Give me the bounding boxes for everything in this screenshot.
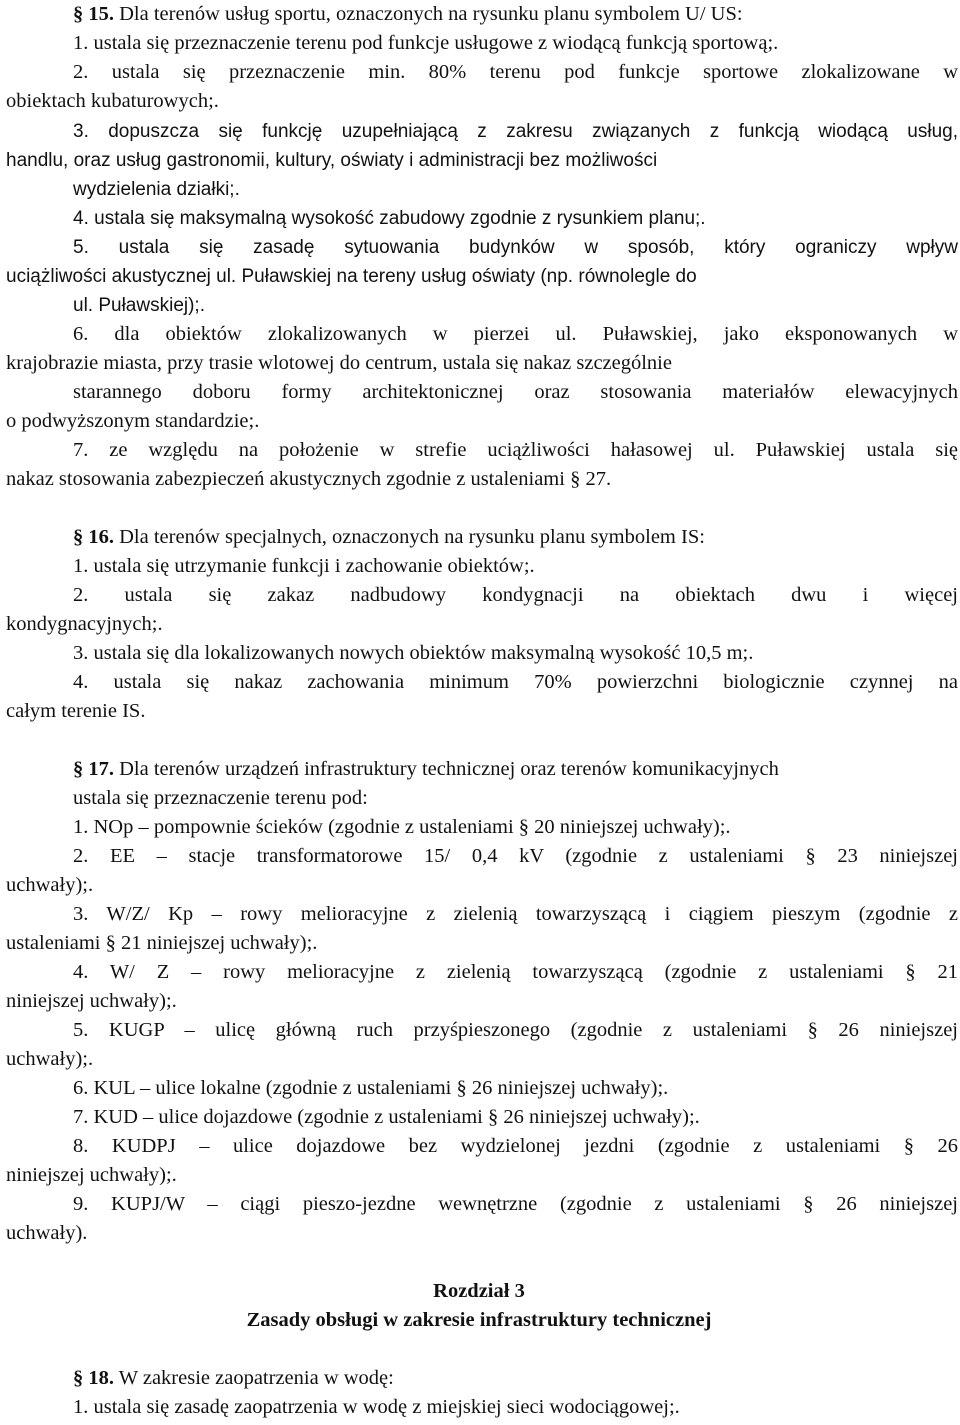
chapter-subtitle: Zasady obsługi w zakresie infrastruktury technicznej: [246, 1309, 712, 1331]
paragraph-line: 9. KUPJ/W – ciągi pieszo-jezdne wewnętrzne (zgodnie z ustaleniami § 26 niniejszej: [73, 1193, 958, 1215]
paragraph-line: 3. W/Z/ Kp – rowy melioracyjne z zielenią towarzyszącą i ciągiem pieszym (zgodnie z: [73, 903, 958, 925]
paragraph-line: 4. ustala się nakaz zachowania minimum 70% powierzchni biologicznie czynnej na: [73, 671, 958, 693]
paragraph-line: ul. Puławskiej);.: [73, 295, 205, 316]
paragraph-line: 6. KUL – ulice lokalne (zgodnie z ustaleniami § 26 niniejszej uchwały);.: [73, 1077, 669, 1099]
paragraph-line: niniejszej uchwały);.: [6, 990, 177, 1012]
paragraph-line: 4. W/ Z – rowy melioracyjne z zielenią towarzyszącą (zgodnie z ustaleniami § 21: [73, 961, 958, 983]
paragraph-line: niniejszej uchwały);.: [6, 1164, 177, 1186]
paragraph-line: handlu, oraz usług gastronomii, kultury, oświaty i administracji bez możliwości: [6, 150, 658, 171]
paragraph-line: ustala się przeznaczenie terenu pod:: [73, 787, 368, 809]
paragraph-line: uciążliwości akustycznej ul. Puławskiej na tereny usług oświaty (np. równolegle do: [6, 266, 697, 287]
paragraph-line: 7. ze względu na położenie w strefie uciążliwości hałasowej ul. Puławskiej ustala się: [73, 439, 958, 461]
paragraph-line: 5. KUGP – ulicę główną ruch przyśpieszonego (zgodnie z ustaleniami § 26 niniejszej: [73, 1019, 958, 1041]
paragraph-line: 1. NOp – pompownie ścieków (zgodnie z ustaleniami § 20 niniejszej uchwały);.: [73, 816, 731, 838]
section-16-heading: § 16. Dla terenów specjalnych, oznaczonych na rysunku planu symbolem IS:: [73, 526, 705, 548]
paragraph-line: nakaz stosowania zabezpieczeń akustycznych zgodnie z ustaleniami § 27.: [6, 468, 612, 490]
paragraph-line: ustaleniami § 21 niniejszej uchwały);.: [6, 932, 318, 954]
paragraph-line: 2. ustala się zakaz nadbudowy kondygnacji na obiektach dwu i więcej: [73, 584, 958, 606]
paragraph-line: uchwały);.: [6, 1048, 94, 1070]
section-18-heading: § 18. W zakresie zaopatrzenia w wodę:: [73, 1367, 394, 1389]
paragraph-line: krajobrazie miasta, przy trasie wlotowej do centrum, ustala się nakaz szczególnie: [6, 352, 672, 374]
paragraph-line: kondygnacyjnych;.: [6, 613, 163, 635]
paragraph-line: uchwały);.: [6, 874, 94, 896]
paragraph-line: 1. ustala się zasadę zaopatrzenia w wodę z miejskiej sieci wodociągowej;.: [73, 1396, 680, 1418]
chapter-title: Rozdział 3: [433, 1280, 525, 1302]
paragraph-line: uchwały).: [6, 1222, 88, 1244]
paragraph-line: obiektach kubaturowych;.: [6, 90, 219, 112]
paragraph-line: 2. ustala się przeznaczenie min. 80% terenu pod funkcje sportowe zlokalizowane w: [73, 61, 958, 83]
paragraph-line: 4. ustala się maksymalną wysokość zabudowy zgodnie z rysunkiem planu;.: [73, 208, 706, 229]
paragraph-line: 6. dla obiektów zlokalizowanych w pierzei ul. Puławskiej, jako eksponowanych w: [73, 323, 958, 345]
paragraph-line: 8. KUDPJ – ulice dojazdowe bez wydzielonej jezdni (zgodnie z ustaleniami § 26: [73, 1135, 958, 1157]
paragraph-line: wydzielenia działki;.: [73, 179, 240, 200]
paragraph-line: o podwyższonym standardzie;.: [6, 410, 260, 432]
paragraph-line: 5. ustala się zasadę sytuowania budynków w sposób, który ograniczy wpływ: [73, 237, 958, 258]
paragraph-line: 1. ustala się utrzymanie funkcji i zachowanie obiektów;.: [73, 555, 535, 577]
paragraph-line: 3. dopuszcza się funkcję uzupełniającą z zakresu związanych z funkcją wiodącą usług,: [73, 121, 958, 142]
paragraph-line: 7. KUD – ulice dojazdowe (zgodnie z ustaleniami § 26 niniejszej uchwały);.: [73, 1106, 700, 1128]
section-15-heading: § 15. Dla terenów usług sportu, oznaczonych na rysunku planu symbolem U/ US:: [73, 3, 743, 25]
paragraph-line: 1. ustala się przeznaczenie terenu pod funkcje usługowe z wiodącą funkcją sportową;.: [73, 32, 779, 54]
paragraph-line: całym terenie IS.: [6, 700, 146, 722]
paragraph-line: starannego doboru formy architektonicznej oraz stosowania materiałów elewacyjnych: [73, 381, 958, 403]
section-17-heading: § 17. Dla terenów urządzeń infrastruktury technicznej oraz terenów komunikacyjnych: [73, 758, 779, 780]
paragraph-line: 3. ustala się dla lokalizowanych nowych obiektów maksymalną wysokość 10,5 m;.: [73, 642, 754, 664]
paragraph-line: 2. EE – stacje transformatorowe 15/ 0,4 kV (zgodnie z ustaleniami § 23 niniejszej: [73, 845, 958, 867]
